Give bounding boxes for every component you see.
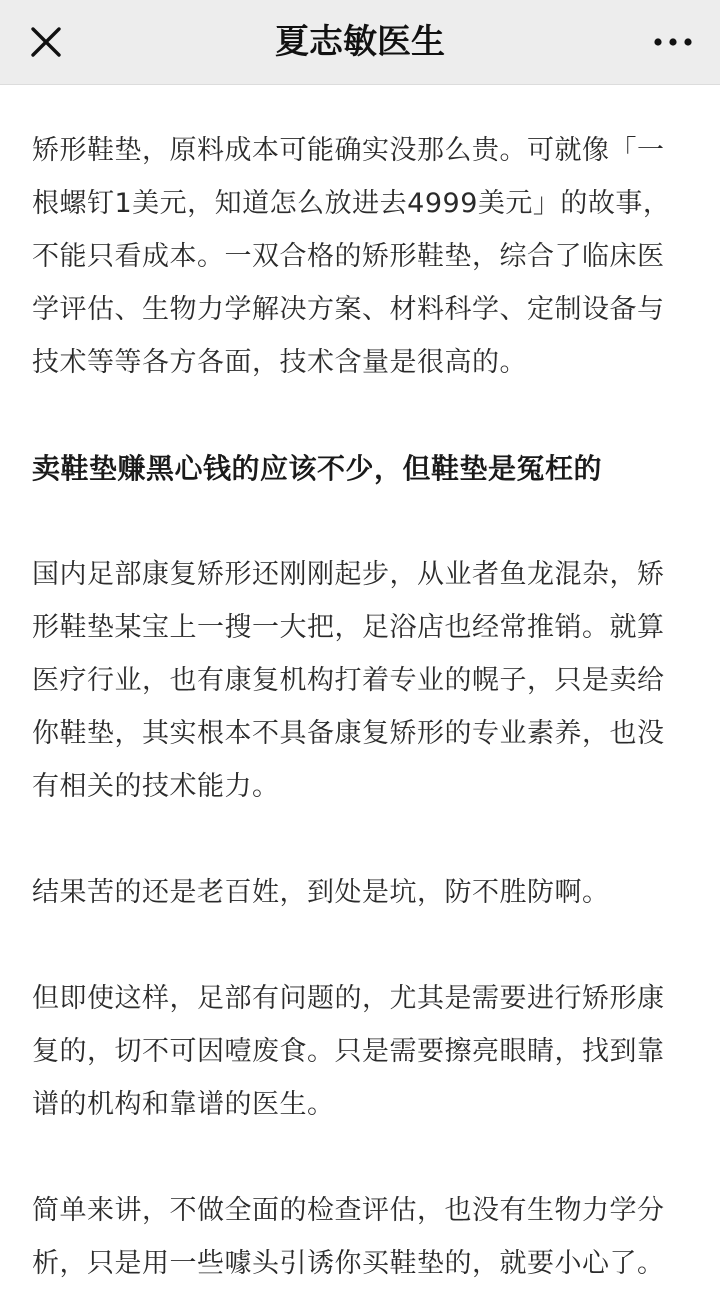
- more-icon[interactable]: [652, 26, 694, 58]
- paragraph-2: [32, 548, 692, 813]
- text-line: 学评估、生物力学解决方案、材料科学、定制设备与: [32, 294, 665, 325]
- text-line: 复的，切不可因噎废食。只是需要擦亮眼睛，找到靠: [32, 1036, 665, 1067]
- text-line: 结果苦的还是老百姓，到处是坑，防不胜防啊。: [32, 877, 610, 908]
- article-body: [32, 124, 692, 1290]
- paragraph-5: [32, 1184, 692, 1290]
- paragraph-4: [32, 972, 692, 1131]
- text-line: 有相关的技术能力。: [32, 771, 280, 802]
- paragraph-1: [32, 124, 692, 389]
- text-line: 但即使这样，足部有问题的，尤其是需要进行矫形康: [32, 983, 665, 1014]
- section-heading: 卖鞋垫赚黑心钱的应该不少，但鞋垫是冤枉的: [32, 452, 603, 485]
- close-icon[interactable]: [28, 24, 64, 60]
- text-line: 技术等等各方各面，技术含量是很高的。: [32, 347, 527, 378]
- text-line: 简单来讲，不做全面的检查评估，也没有生物力学分: [32, 1195, 665, 1226]
- text-line: 你鞋垫，其实根本不具备康复矫形的专业素养，也没: [32, 718, 665, 749]
- text-line: 形鞋垫某宝上一搜一大把，足浴店也经常推销。就算: [32, 612, 665, 643]
- text-line: 析，只是用一些噱头引诱你买鞋垫的，就要小心了。: [32, 1248, 665, 1279]
- text-line: 根螺钉1美元，知道怎么放进去4999美元」的故事，: [32, 188, 671, 219]
- paragraph-3: [32, 866, 692, 919]
- text-line: 矫形鞋垫，原料成本可能确实没那么贵。可就像「一: [32, 135, 665, 166]
- text-line: 医疗行业，也有康复机构打着专业的幌子，只是卖给: [32, 665, 665, 696]
- page-title: 夏志敏医生: [275, 22, 445, 62]
- text-line: 国内足部康复矫形还刚刚起步，从业者鱼龙混杂，矫: [32, 559, 665, 590]
- text-line: 不能只看成本。一双合格的矫形鞋垫，综合了临床医: [32, 241, 665, 272]
- text-line: 谱的机构和靠谱的医生。: [32, 1089, 335, 1120]
- top-nav-bar: [0, 0, 720, 85]
